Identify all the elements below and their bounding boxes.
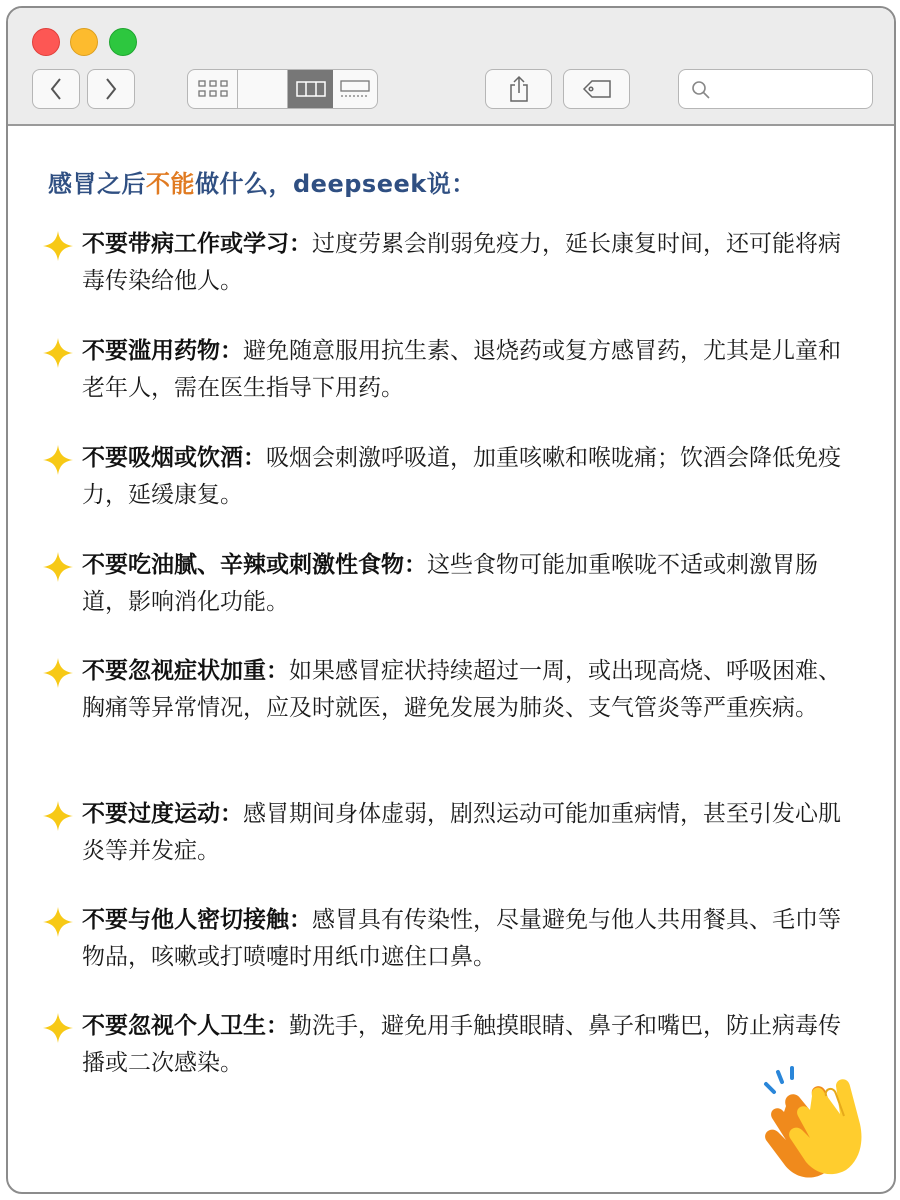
back-button[interactable] [32, 69, 80, 109]
sparkle-star-icon [42, 906, 74, 938]
list-item-body: 感冒具有传染性，尽量避免与他人共用餐具、毛巾等物品，咳嗽或打喷嚏时用纸巾遮住口鼻。 [82, 907, 841, 970]
list-item-heading: 不要与他人密切接触： [82, 907, 312, 933]
share-icon [508, 75, 530, 103]
list-item-body: 这些食物可能加重喉咙不适或刺激胃肠道，影响消化功能。 [82, 552, 818, 615]
list-item-text [82, 226, 852, 300]
sparkle-star-icon [42, 800, 74, 832]
title-text-start: 感冒之后 [48, 170, 146, 198]
sparkle-star-icon [42, 657, 74, 689]
list-item-heading: 不要带病工作或学习： [82, 231, 312, 257]
gallery-view-button[interactable] [333, 70, 377, 108]
chevron-right-icon [104, 77, 118, 101]
list-item-heading: 不要过度运动： [82, 801, 243, 827]
list-item-text [82, 333, 852, 407]
article-title [48, 164, 476, 199]
list-item [42, 902, 852, 976]
tag-icon [582, 80, 612, 98]
list-item-body: 感冒期间身体虚弱，剧烈运动可能加重病情，甚至引发心肌炎等并发症。 [82, 801, 841, 864]
list-item-body: 如果感冒症状持续超过一周，或出现高烧、呼吸困难、胸痛等异常情况，应及时就医，避免发展为肺炎、支气管炎等严重疾病。 [82, 658, 841, 721]
gallery-icon [340, 79, 370, 99]
browser-window [6, 6, 896, 1194]
list-item [42, 440, 852, 514]
list-item-text [82, 653, 852, 727]
list-item-body: 避免随意服用抗生素、退烧药或复方感冒药，尤其是儿童和老年人，需在医生指导下用药。 [82, 338, 841, 401]
sparkle-star-icon [42, 551, 74, 583]
chevron-left-icon [49, 77, 63, 101]
title-bar [8, 8, 894, 126]
article-content [8, 126, 894, 1192]
list-item [42, 547, 852, 621]
search-icon [691, 80, 711, 100]
list-item [42, 1008, 852, 1082]
list-item-heading: 不要滥用药物： [82, 338, 243, 364]
sparkle-star-icon [42, 1012, 74, 1044]
list-item-heading: 不要忽视个人卫生： [82, 1013, 289, 1039]
view-mode-control [187, 69, 378, 109]
grid-icon [198, 79, 228, 99]
list-item-body: 过度劳累会削弱免疫力，延长康复时间，还可能将病毒传染给他人。 [82, 231, 841, 294]
list-item-text [82, 1008, 852, 1082]
list-item [42, 653, 852, 727]
list-item-heading: 不要忽视症状加重： [82, 658, 289, 684]
forward-button[interactable] [87, 69, 135, 109]
list-item-body: 吸烟会刺激呼吸道，加重咳嗽和喉咙痛；饮酒会降低免疫力，延缓康复。 [82, 445, 841, 508]
list-item [42, 796, 852, 870]
sparkle-star-icon [42, 337, 74, 369]
share-button[interactable] [485, 69, 552, 109]
tag-button[interactable] [563, 69, 630, 109]
list-item-text [82, 902, 852, 976]
grid-view-button[interactable] [188, 70, 238, 108]
list-item-body: 勤洗手，避免用手触摸眼睛、鼻子和嘴巴，防止病毒传播或二次感染。 [82, 1013, 841, 1076]
blank-view-button[interactable] [238, 70, 288, 108]
list-item [42, 333, 852, 407]
close-button[interactable] [32, 28, 60, 56]
minimize-button[interactable] [70, 28, 98, 56]
sparkle-star-icon [42, 230, 74, 262]
list-item-heading: 不要吃油腻、辛辣或刺激性食物： [82, 552, 427, 578]
zoom-button[interactable] [109, 28, 137, 56]
list-item [42, 226, 852, 300]
title-highlight: 不能 [146, 170, 195, 198]
list-item-heading: 不要吸烟或饮酒： [82, 445, 266, 471]
list-item-text [82, 440, 852, 514]
list-item-text [82, 796, 852, 870]
sparkle-star-icon [42, 444, 74, 476]
columns-icon [296, 80, 326, 98]
list-item-text [82, 547, 852, 621]
search-field[interactable] [678, 69, 873, 109]
search-input[interactable] [717, 76, 866, 104]
column-view-button[interactable] [288, 70, 333, 108]
title-text-end: 做什么，deepseek说： [195, 170, 476, 198]
clapping-hands-icon [756, 1066, 886, 1184]
